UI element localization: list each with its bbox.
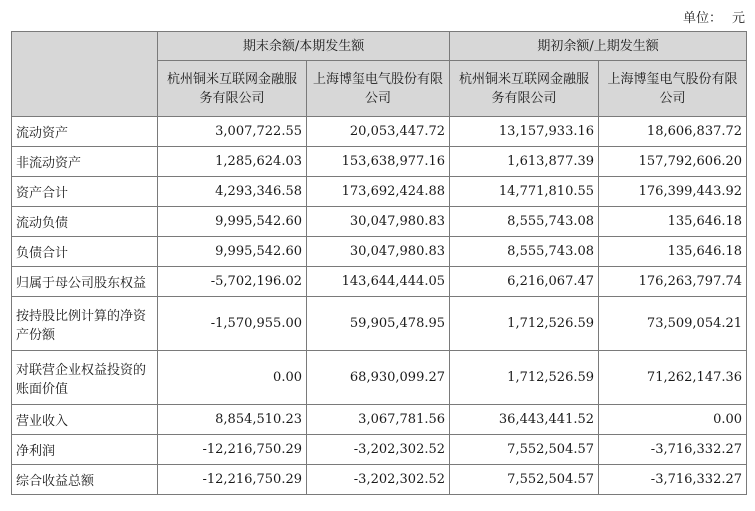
table-row — [12, 405, 747, 435]
table-row — [12, 435, 747, 465]
cell-value: 135,646.18 — [599, 237, 747, 267]
cell-value: 30,047,980.83 — [307, 237, 450, 267]
row-label: 综合收益总额 — [12, 465, 158, 495]
cell-value: 1,285,624.03 — [158, 147, 307, 177]
table-row — [12, 147, 747, 177]
row-label: 流动资产 — [12, 117, 158, 147]
cell-value: 1,712,526.59 — [450, 351, 599, 405]
header-company: 上海博玺电气股份有限公司 — [307, 61, 450, 117]
table-row — [12, 351, 747, 405]
cell-value: -3,202,302.52 — [307, 435, 450, 465]
cell-value: 8,854,510.23 — [158, 405, 307, 435]
cell-value: -3,202,302.52 — [307, 465, 450, 495]
row-label: 资产合计 — [12, 177, 158, 207]
cell-value: 176,399,443.92 — [599, 177, 747, 207]
cell-value: 18,606,837.72 — [599, 117, 747, 147]
cell-value: -3,716,332.27 — [599, 465, 747, 495]
header-group-current: 期末余额/本期发生额 — [158, 32, 450, 61]
cell-value: -3,716,332.27 — [599, 435, 747, 465]
row-label: 营业收入 — [12, 405, 158, 435]
cell-value: 9,995,542.60 — [158, 237, 307, 267]
cell-value: 173,692,424.88 — [307, 177, 450, 207]
cell-value: 13,157,933.16 — [450, 117, 599, 147]
cell-value: 68,930,099.27 — [307, 351, 450, 405]
cell-value: 157,792,606.20 — [599, 147, 747, 177]
row-label: 对联营企业权益投资的账面价值 — [12, 351, 158, 405]
cell-value: 0.00 — [599, 405, 747, 435]
cell-value: 135,646.18 — [599, 207, 747, 237]
table-row — [12, 465, 747, 495]
cell-value: 1,712,526.59 — [450, 297, 599, 351]
cell-value: 7,552,504.57 — [450, 435, 599, 465]
row-label: 归属于母公司股东权益 — [12, 267, 158, 297]
row-label: 净利润 — [12, 435, 158, 465]
header-company: 杭州铜米互联网金融服务有限公司 — [450, 61, 599, 117]
table-row — [12, 267, 747, 297]
header-group-prior: 期初余额/上期发生额 — [450, 32, 747, 61]
row-label: 非流动资产 — [12, 147, 158, 177]
table-row — [12, 177, 747, 207]
cell-value: 1,613,877.39 — [450, 147, 599, 177]
cell-value: -12,216,750.29 — [158, 465, 307, 495]
cell-value: 143,644,444.05 — [307, 267, 450, 297]
cell-value: 0.00 — [158, 351, 307, 405]
cell-value: 14,771,810.55 — [450, 177, 599, 207]
cell-value: 4,293,346.58 — [158, 177, 307, 207]
cell-value: 3,067,781.56 — [307, 405, 450, 435]
table-row — [12, 297, 747, 351]
unit-note — [683, 7, 745, 26]
unit-label: 单位： — [682, 11, 722, 26]
cell-value: 6,216,067.47 — [450, 267, 599, 297]
cell-value: 153,638,977.16 — [307, 147, 450, 177]
row-label: 按持股比例计算的净资产份额 — [12, 297, 158, 351]
header-company: 杭州铜米互联网金融服务有限公司 — [158, 61, 307, 117]
cell-value: 7,552,504.57 — [450, 465, 599, 495]
corner-cell — [12, 32, 158, 117]
cell-value: 8,555,743.08 — [450, 207, 599, 237]
cell-value: 8,555,743.08 — [450, 237, 599, 267]
cell-value: 36,443,441.52 — [450, 405, 599, 435]
cell-value: 30,047,980.83 — [307, 207, 450, 237]
table-row — [12, 207, 747, 237]
cell-value: 59,905,478.95 — [307, 297, 450, 351]
cell-value: 3,007,722.55 — [158, 117, 307, 147]
cell-value: 73,509,054.21 — [599, 297, 747, 351]
cell-value: 20,053,447.72 — [307, 117, 450, 147]
cell-value: -5,702,196.02 — [158, 267, 307, 297]
row-label: 流动负债 — [12, 207, 158, 237]
table-row — [12, 117, 747, 147]
financial-table — [11, 31, 747, 495]
header-company: 上海博玺电气股份有限公司 — [599, 61, 747, 117]
cell-value: 9,995,542.60 — [158, 207, 307, 237]
cell-value: -1,570,955.00 — [158, 297, 307, 351]
cell-value: 176,263,797.74 — [599, 267, 747, 297]
table-row — [12, 237, 747, 267]
unit-value: 元 — [731, 11, 745, 26]
cell-value: 71,262,147.36 — [599, 351, 747, 405]
row-label: 负债合计 — [12, 237, 158, 267]
cell-value: -12,216,750.29 — [158, 435, 307, 465]
